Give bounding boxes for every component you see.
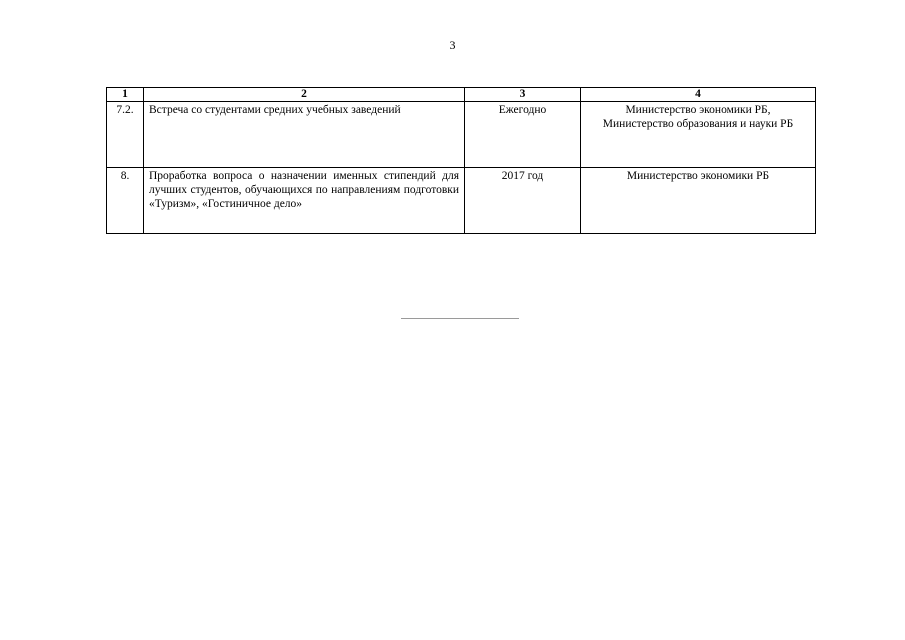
column-header-number: 1 [107,88,144,102]
column-header-description: 2 [144,88,465,102]
table-header-row [107,88,816,102]
end-of-document-rule [401,318,519,319]
row-number: 7.2. [107,102,144,168]
row-number: 8. [107,168,144,234]
page-number: 3 [449,38,456,52]
column-header-term: 3 [465,88,581,102]
executor-name: Министерство экономики РБ, [625,104,771,116]
row-term: 2017 год [465,168,581,234]
row-description: Встреча со студентами средних учебных заведений [144,102,465,168]
column-header-executor: 4 [581,88,816,102]
action-plan-table [106,87,816,234]
table-row [107,102,816,168]
row-executors [581,168,816,234]
row-term: Ежегодно [465,102,581,168]
table-row [107,168,816,234]
row-executors [581,102,816,168]
executor-name: Министерство экономики РБ [626,170,770,182]
executor-name: Министерство образования и науки РБ [602,118,794,130]
row-description: Проработка вопроса о назначении именных стипендий для лучших студентов, обучающихся по направлениям подготовки «Туризм», «Гостиничное дело» [144,168,465,234]
